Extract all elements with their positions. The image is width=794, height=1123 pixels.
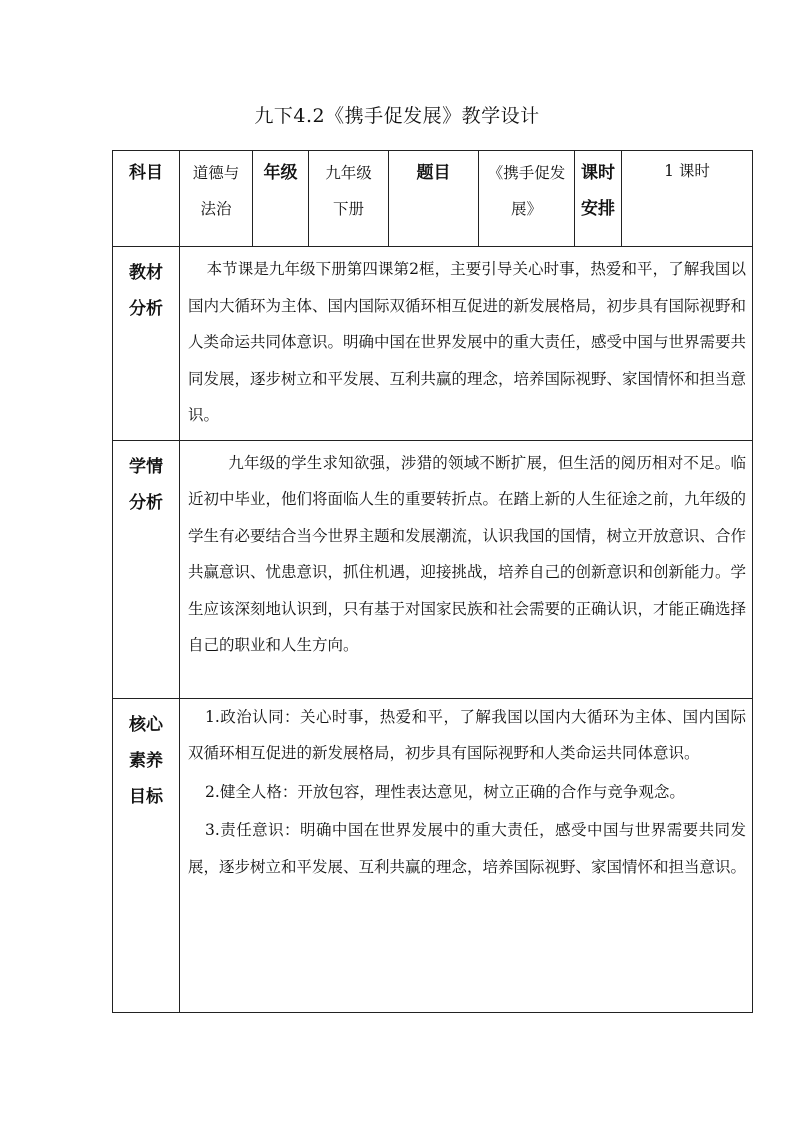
schedule-label-line1: 课时 xyxy=(581,163,615,183)
textbook-analysis-text: 本节课是九年级下册第四课第2框，主要引导关心时事，热爱和平，了解我国以国内大循环为主体、国内国际双循环相互促进的新发展格局，初步具有国际视野和人类命运共同体意识。明确中国在世界发展中的重大责任，感受中国与世界需要共同发展，逐步树立和平发展、互利共赢的理念，培养国际视野、家国情怀和担当意识。 xyxy=(188,260,747,424)
goal-responsibility: 3.责任意识：明确中国在世界发展中的重大责任，感受中国与世界需要共同发展，逐步树立和平发展、互利共赢的理念，培养国际视野、家国情怀和担当意识。 xyxy=(188,821,747,876)
core-goals-label-line3: 目标 xyxy=(129,786,163,807)
core-goals-label xyxy=(113,698,180,1012)
student-analysis-label xyxy=(113,440,180,698)
core-goals-body xyxy=(180,698,753,1012)
grade-value xyxy=(309,151,389,247)
schedule-label-line2: 安排 xyxy=(581,199,615,219)
lesson-plan-table xyxy=(112,150,753,1013)
textbook-analysis-label-line2: 分析 xyxy=(129,299,163,319)
schedule-label xyxy=(575,151,622,247)
topic-value-line1: 《携手促发 xyxy=(487,164,566,182)
student-analysis-label-line1: 学情 xyxy=(129,456,163,477)
student-analysis-text: 九年级的学生求知欲强，涉猎的领域不断扩展，但生活的阅历相对不足。临近初中毕业，他们将面临人生的重要转折点。在踏上新的人生征途之前，九年级的学生有必要结合当今世界主题和发展潮流，认识我国的国情，树立开放意识、合作共赢意识、忧患意识，抓住机遇，迎接挑战，培养自己的创新意识和创新能力。学生应该深刻地认识到，只有基于对国家民族和社会需要的正确认识，才能正确选择自己的职业和人生方向。 xyxy=(188,453,747,654)
goal-sound-personality: 2.健全人格：开放包容，理性表达意见，树立正确的合作与竞争观念。 xyxy=(205,782,685,801)
core-goals-label-line1: 核心 xyxy=(129,714,163,735)
subject-value-line2: 法治 xyxy=(200,200,232,218)
header-row xyxy=(113,151,753,247)
page-title: 九下4.2《携手促发展》教学设计 xyxy=(254,105,540,127)
subject-value-line1: 道德与 xyxy=(192,164,240,182)
subject-value xyxy=(180,151,253,247)
topic-label: 题目 xyxy=(389,151,479,247)
student-analysis-body xyxy=(180,440,753,698)
grade-value-line2: 下册 xyxy=(332,200,364,218)
student-analysis-row xyxy=(113,440,753,698)
textbook-analysis-row xyxy=(113,247,753,441)
topic-value-line2: 展》 xyxy=(510,200,542,218)
goal-political-identity: 1.政治认同：关心时事，热爱和平，了解我国以国内大循环为主体、国内国际双循环相互促进的新发展格局，初步具有国际视野和人类命运共同体意识。 xyxy=(188,707,746,762)
schedule-value: 1 课时 xyxy=(622,151,753,247)
textbook-analysis-body xyxy=(180,247,753,441)
subject-label: 科目 xyxy=(113,151,180,247)
topic-value xyxy=(479,151,575,247)
grade-label: 年级 xyxy=(253,151,309,247)
student-analysis-label-line2: 分析 xyxy=(129,492,163,513)
textbook-analysis-label xyxy=(113,247,180,441)
textbook-analysis-label-line1: 教材 xyxy=(129,263,163,283)
core-goals-label-line2: 素养 xyxy=(129,750,163,771)
grade-value-line1: 九年级 xyxy=(325,164,372,182)
core-goals-row xyxy=(113,698,753,1012)
